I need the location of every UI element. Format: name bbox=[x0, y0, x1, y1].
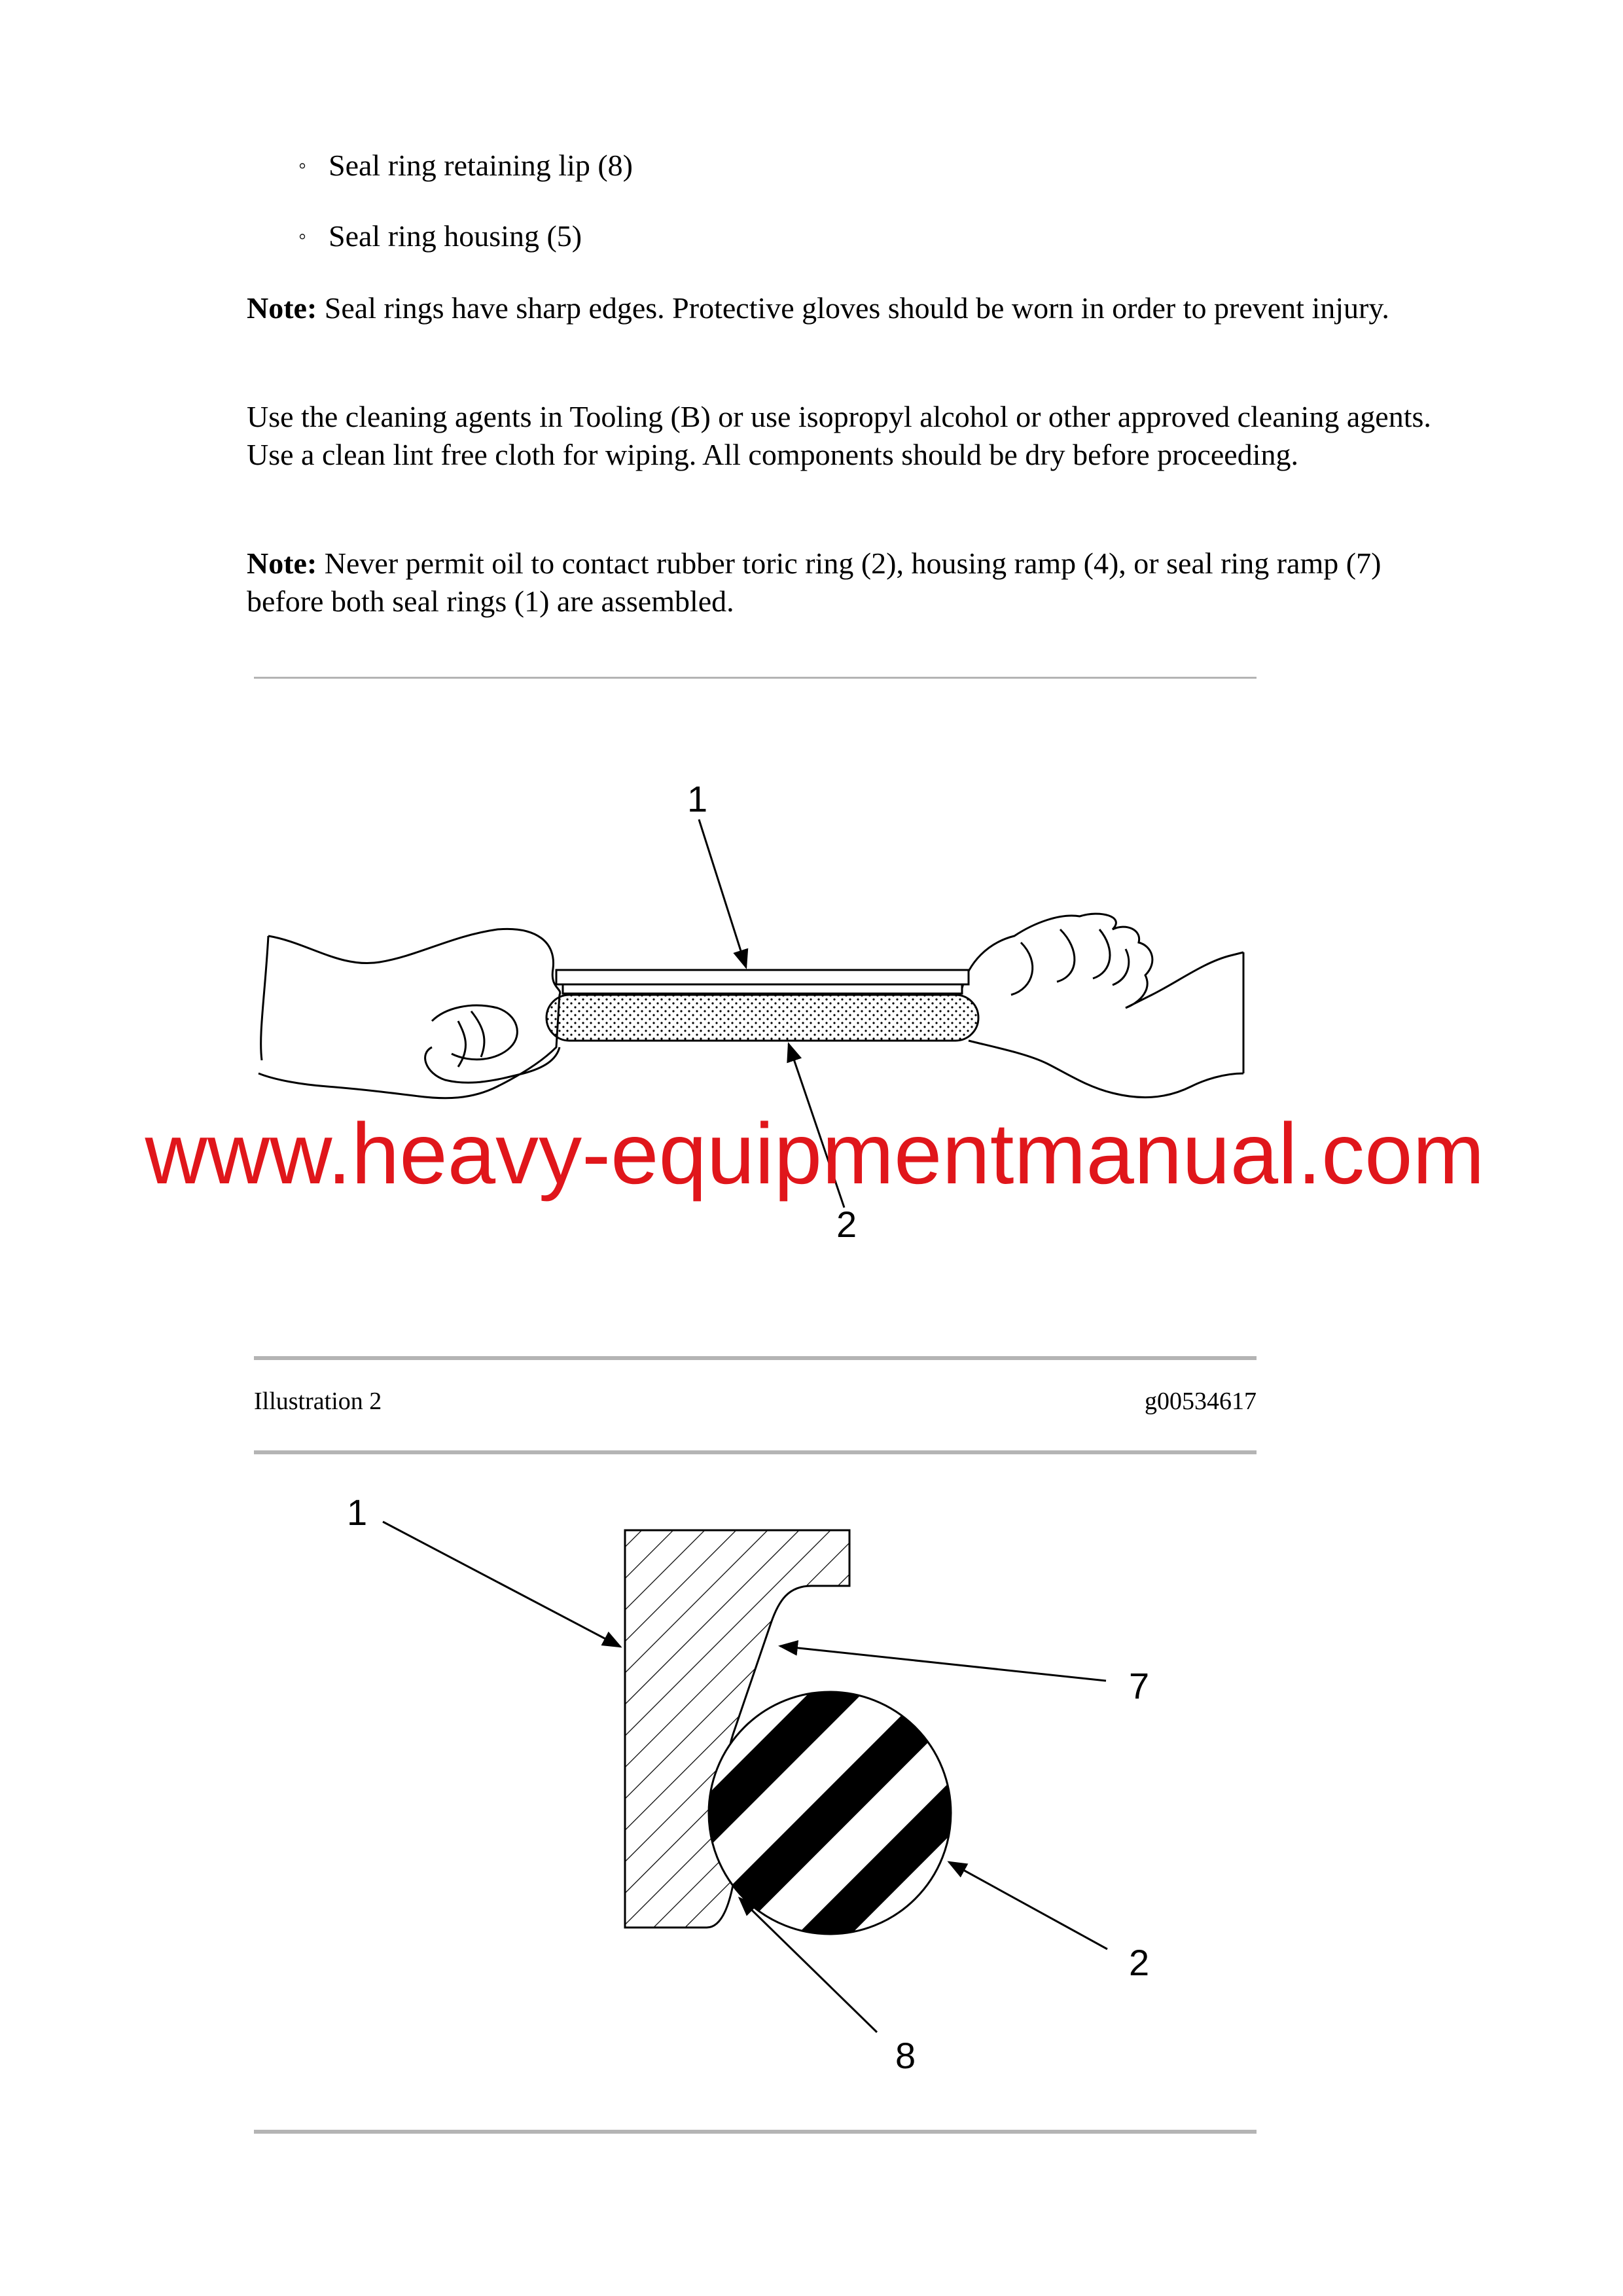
illustration-caption: Illustration 2 bbox=[254, 1388, 382, 1415]
callout-label-2: 2 bbox=[836, 1204, 857, 1245]
callout-label-7: 7 bbox=[1129, 1665, 1150, 1706]
callout-arrow-2 bbox=[949, 1862, 1107, 1949]
note-text: Never permit oil to contact rubber toric ring (2), housing ramp (4), or seal ring ramp (7) before both seal rings (1) are assembled. bbox=[247, 547, 1382, 618]
watermark-link[interactable]: www.heavy-equipmentmanual.com bbox=[145, 1105, 1485, 1202]
bullet-marker: ◦ bbox=[298, 224, 307, 249]
cleaning-paragraph: Use the cleaning agents in Tooling (B) or use isopropyl alcohol or other approved cleaning agents. Use a clean lint free cloth for wiping. All components should be dry before proceeding. bbox=[247, 400, 1431, 471]
bullet-text: Seal ring housing (5) bbox=[329, 219, 582, 253]
left-hand-drawing bbox=[259, 929, 560, 1098]
seal-cross-section-illustration bbox=[383, 1522, 1107, 2032]
callout-arrow-1 bbox=[383, 1522, 620, 1647]
callout-label-2: 2 bbox=[1129, 1942, 1150, 1983]
callout-label-8: 8 bbox=[895, 2035, 916, 2076]
bullet-text: Seal ring retaining lip (8) bbox=[329, 149, 633, 182]
right-hand-drawing bbox=[962, 914, 1243, 1008]
callout-arrow-1 bbox=[699, 819, 746, 967]
bullet-marker: ◦ bbox=[298, 154, 307, 178]
toric-ring-2 bbox=[546, 995, 978, 1041]
callout-label-1: 1 bbox=[347, 1492, 368, 1533]
callout-label-1: 1 bbox=[687, 778, 708, 819]
note-label: Note: bbox=[247, 547, 317, 580]
illustration-id: g00534617 bbox=[1145, 1388, 1257, 1415]
seal-ring-1 bbox=[556, 970, 969, 984]
note-label: Note: bbox=[247, 291, 317, 325]
callout-arrow-7 bbox=[780, 1646, 1106, 1681]
note-text: Seal rings have sharp edges. Protective gloves should be worn in order to prevent injury. bbox=[317, 291, 1389, 325]
